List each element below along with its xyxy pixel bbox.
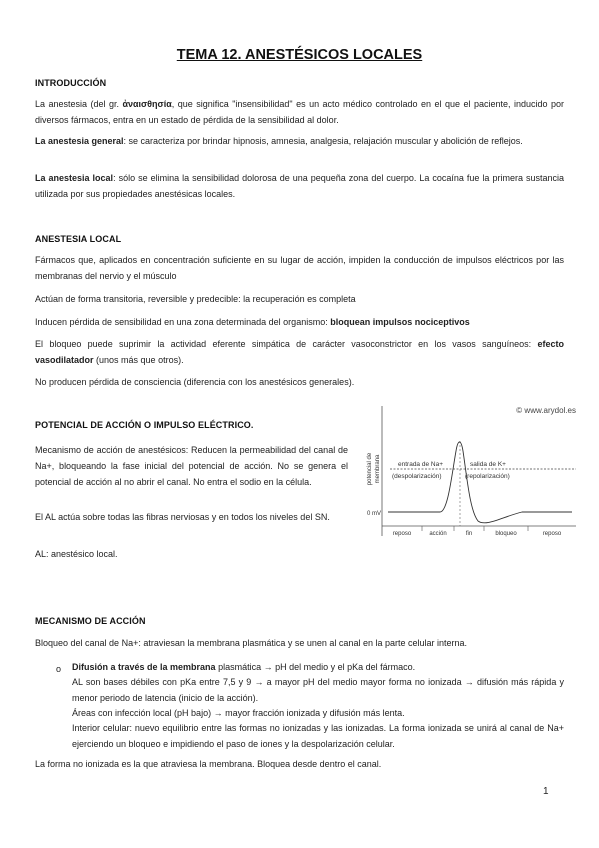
local-paragraph-5: No producen pérdida de consciencia (diferencia con los anestésicos generales). <box>35 377 355 387</box>
mechanism-item-line-4: Interior celular: nuevo equilibrio entre las formas no ionizadas y las ionizadas. La forma ionizada se unirá al canal de Na+ ejerciendo un bloqueo e impidiendo el paso de iones y la despolarización celular. <box>72 723 564 749</box>
local-paragraph-4 <box>35 336 564 368</box>
phase-label: reposo <box>542 531 562 537</box>
intro-paragraph-3 <box>35 170 564 202</box>
intro-p2-text: : se caracteriza por brindar hipnosis, amnesia, analgesia, relajación muscular y abolición de reflejos. <box>123 136 523 146</box>
mechanism-heading: MECANISMO DE ACCIÓN <box>35 616 146 626</box>
resting-potential-label: 0 mV <box>367 511 382 517</box>
bullet-marker: o <box>56 664 62 674</box>
local-p4-text-b: (unos más que otros). <box>93 355 184 365</box>
local-p4-text-a: El bloqueo puede suprimir la actividad eferente simpática de carácter vasoconstrictor en los vasos sanguíneos: <box>35 339 538 349</box>
potential-paragraph-3: AL: anestésico local. <box>35 549 118 559</box>
mechanism-item-line-2: AL son bases débiles con pKa entre 7,5 y 9 → a mayor pH del medio mayor forma no ionizada → difusión más rápida y menor periodo de latencia (inicio de la acción). <box>72 677 564 703</box>
intro-p1-greek: ἀναισθησία <box>122 99 172 109</box>
local-paragraph-2: Actúan de forma transitoria, reversible y predecible: la recuperación es completa <box>35 294 356 304</box>
local-paragraph-3 <box>35 314 564 330</box>
mechanism-paragraph-1: Bloqueo del canal de Na+: atraviesan la membrana plasmática y se unen al canal en la parte celular interna. <box>35 638 468 648</box>
potential-heading: POTENCIAL DE ACCIÓN O IMPULSO ELÉCTRICO. <box>35 420 254 430</box>
salida-label-1: salida de K+ <box>470 461 506 468</box>
mechanism-item-line-1 <box>72 660 564 676</box>
page-title: TEMA 12. ANESTÉSICOS LOCALES <box>176 47 423 63</box>
action-potential-curve <box>388 442 572 523</box>
local-p3-bold: bloquean impulsos nociceptivos <box>330 317 470 327</box>
mechanism-item-line-3: Áreas con infección local (pH bajo) → mayor fracción ionizada y difusión más lenta. <box>72 708 405 718</box>
local-p3-text: Inducen pérdida de sensibilidad en una zona determinada del organismo: <box>35 317 331 327</box>
mechanism-item-bold: Difusión a través de la membrana <box>72 662 216 672</box>
mechanism-paragraph-last: La forma no ionizada es la que atraviesa la membrana. Bloquea desde dentro el canal. <box>35 759 382 769</box>
mechanism-item-text: plasmática → pH del medio y el pKa del fármaco. <box>215 662 416 672</box>
intro-heading: INTRODUCCIÓN <box>35 78 107 88</box>
potential-paragraph-1: Mecanismo de acción de anestésicos: Reducen la permeabilidad del canal de Na+, bloqueando la fase inicial del potencial de acción. No se genera el potencial de acción al no abrir el canal. No entra el sodio en la célula. <box>35 445 348 487</box>
intro-p2-bold: La anestesia general <box>35 136 124 146</box>
local-paragraph-1: Fármacos que, aplicados en concentración suficiente en su lugar de acción, impiden la conducción de impulsos eléctricos por las membranas del nervio y el músculo <box>35 255 564 281</box>
intro-paragraph-2 <box>35 133 564 149</box>
salida-label-2: (repolarización) <box>465 473 510 480</box>
local-p4-bold: efecto vasodilatador <box>35 339 564 365</box>
phase-label: reposo <box>392 531 412 537</box>
intro-p1-text-a: La anestesia (del gr. <box>35 99 123 109</box>
potential-paragraph-2: El AL actúa sobre todas las fibras nerviosas y en todos los niveles del SN. <box>35 512 330 522</box>
intro-paragraph-1 <box>35 96 564 128</box>
figure-ylabel-2: membrana <box>375 454 381 484</box>
page-number: 1 <box>543 786 549 797</box>
intro-p3-bold: La anestesia local <box>35 173 114 183</box>
entrada-label-1: entrada de Na+ <box>398 461 443 468</box>
figure-ylabel-1: potencial de <box>367 452 373 486</box>
local-heading: ANESTESIA LOCAL <box>35 234 122 244</box>
intro-p3-text: : sólo se elimina la sensibilidad dolorosa de una pequeña zona del cuerpo. La cocaína fue la primera sustancia utilizada por sus propiedades anestésicas locales. <box>35 173 564 199</box>
action-potential-figure <box>362 403 584 549</box>
figure-watermark: © www.arydol.es <box>516 406 576 415</box>
entrada-label-2: (despolarización) <box>392 473 442 480</box>
phase-label: acción <box>429 531 447 537</box>
intro-p1-text-b: , que significa "insensibilidad" es un acto médico controlado en el que el paciente, inducido por diversos fármacos, entra en un estado de pérdida de la sensibilidad al dolor. <box>35 99 564 125</box>
phase-label: bloqueo <box>495 531 517 537</box>
phase-label: fin <box>465 531 473 537</box>
